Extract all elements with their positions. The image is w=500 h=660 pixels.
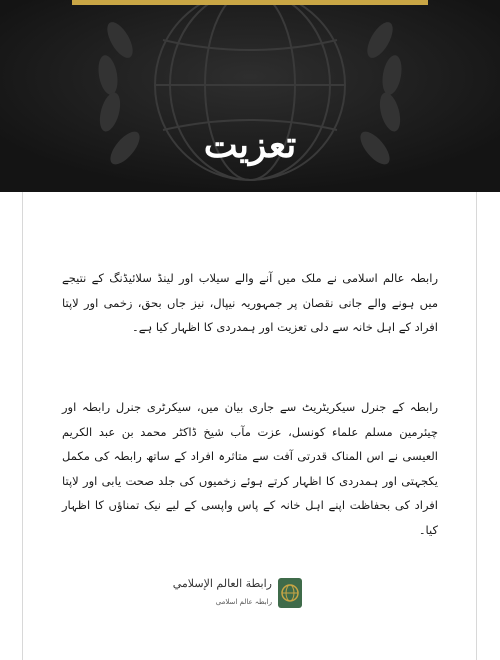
emblem-icon: [276, 576, 304, 610]
gold-accent-bar: [72, 0, 428, 5]
paragraph-2: رابطہ کے جنرل سیکریٹریٹ سے جاری بیان میں، سیکرٹری جنرل رابطہ اور چیئرمین مسلم علماء کونسل، عزت مآب شیخ ڈاکٹر محمد بن عبد الکریم العیسی نے اس المناک قدرتی آفت سے متاثرہ افراد کے ساتھ رابطہ کی مکمل یکجہتی اور ہمدردی کا اظہار کرتے ہوئے زخمیوں کی جلد صحت یابی اور لاپتا افراد کی بحفاظت اپنے اہل خانہ کے پاس واپسی کے لیے نیک تمناؤں کا اظہار کیا۔: [62, 400, 438, 537]
logo-subtitle: رابطہ عالم اسلامی: [215, 598, 272, 606]
logo-name: رابطة العالم الإسلامي: [172, 577, 272, 590]
organization-logo: [172, 572, 304, 616]
header-banner: [0, 0, 500, 192]
page-title: تعزیت: [203, 124, 297, 166]
paragraph-1: رابطہ عالم اسلامی نے ملک میں آنے والے سیلاب اور لینڈ سلائیڈنگ کے نتیجے میں ہونے والے جانی نقصان پر جمہوریہ نیپال، نیز جاں بحق، زخمی اور لاپتا افراد کے اہل خانہ سے دلی تعزیت اور ہمدردی کا اظہار کیا ہے۔: [62, 271, 438, 334]
